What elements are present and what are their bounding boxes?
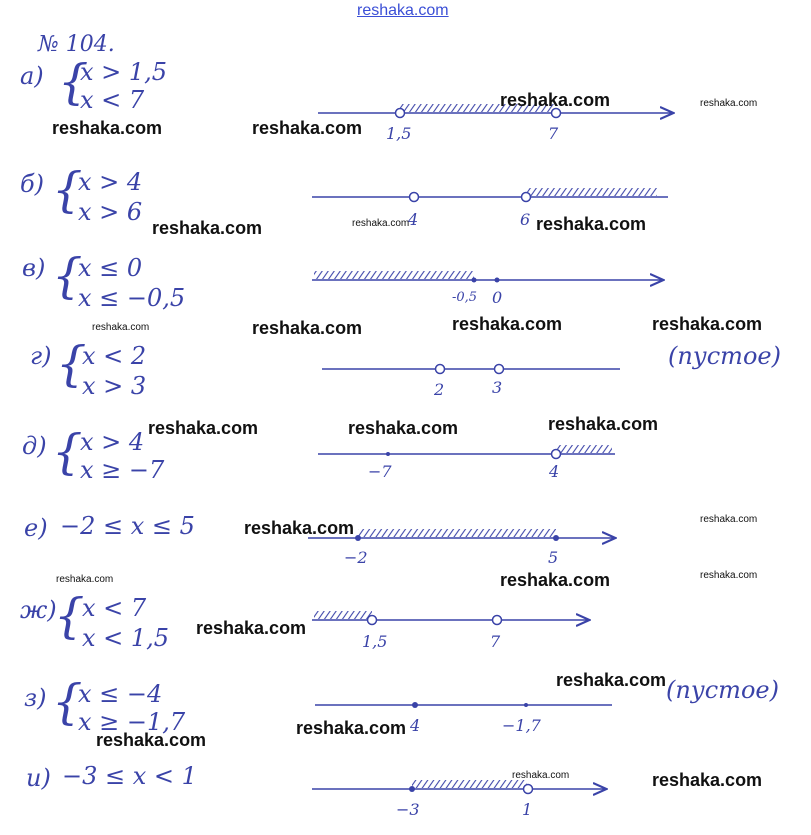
header-site-link[interactable]: reshaka.com [357, 2, 449, 19]
tick-a-1: 1,5 [386, 124, 412, 143]
shaded-interval-b [527, 188, 657, 196]
tick-e-2: 5 [548, 548, 559, 567]
problem-zh-label: ж) [20, 596, 57, 624]
problem-v-label: в) [22, 254, 46, 282]
closed-point-5 [553, 535, 559, 541]
problem-b-brace: { [52, 162, 83, 218]
problem-zh-brace: { [54, 588, 85, 644]
problem-z-line-2: x ≥ −1,7 [78, 708, 186, 736]
open-point-3 [495, 365, 504, 374]
closed-point-minus-4 [412, 702, 418, 708]
tick-z-1: 4 [410, 716, 421, 735]
watermark: reshaka.com [700, 98, 758, 109]
number-line-b [312, 188, 668, 202]
tick-a-2: 7 [548, 124, 559, 143]
problem-i-label: и) [26, 764, 51, 792]
problem-z-line-1: x ≤ −4 [78, 680, 163, 708]
tick-i-1: −3 [396, 800, 420, 819]
open-point-6 [522, 193, 531, 202]
watermark: reshaka.com [196, 618, 307, 638]
open-point-7-zh [493, 616, 502, 625]
shaded-interval-d [557, 445, 612, 453]
number-line-zh [312, 611, 588, 625]
tick-e-1: −2 [344, 548, 368, 567]
problem-d-label: д) [22, 432, 47, 460]
problem-z-label: з) [24, 684, 47, 712]
tick-d-1: −7 [368, 462, 392, 481]
problem-a-line-2: x < 7 [80, 86, 145, 114]
shaded-interval-v [314, 271, 474, 279]
open-point-1 [524, 785, 533, 794]
problem-z-brace: { [52, 674, 83, 730]
problem-d-line-1: x > 4 [80, 428, 145, 456]
problem-a-label: а) [20, 62, 44, 90]
shaded-interval-i [412, 780, 527, 788]
problem-zh-line-2: x < 1,5 [82, 624, 170, 652]
problem-v-line-1: x ≤ 0 [78, 254, 143, 282]
closed-point-minus-0-5 [472, 278, 477, 283]
watermark: reshaka.com [92, 322, 150, 333]
problem-d-brace: { [52, 424, 83, 480]
problem-zh-line-1: x < 7 [82, 594, 147, 622]
watermark: reshaka.com [556, 670, 667, 690]
watermark: reshaka.com [700, 514, 758, 525]
tick-z-2: −1,7 [502, 716, 541, 735]
watermark: reshaka.com [536, 214, 647, 234]
watermark: reshaka.com [244, 518, 355, 538]
problem-z-note: (пустое) [666, 676, 779, 704]
tick-zh-1: 1,5 [362, 632, 388, 651]
closed-point-minus-2 [355, 535, 361, 541]
watermark: reshaka.com [512, 770, 570, 781]
problem-i-line-1: −3 ≤ x < 1 [62, 762, 197, 790]
watermark: reshaka.com [352, 218, 410, 229]
watermark: reshaka.com [252, 318, 363, 338]
problem-g-note: (пустое) [668, 342, 781, 370]
problem-a-line-1: x > 1,5 [80, 58, 168, 86]
problem-e-line-1: −2 ≤ x ≤ 5 [60, 512, 195, 540]
watermark: reshaka.com [500, 90, 611, 110]
problem-b-line-2: x > 6 [78, 198, 143, 226]
watermark: reshaka.com [96, 730, 207, 750]
number-line-i [312, 780, 605, 794]
number-line-a [318, 104, 672, 118]
open-point-2 [436, 365, 445, 374]
watermark: reshaka.com [52, 118, 163, 138]
problem-g-line-2: x > 3 [82, 372, 147, 400]
shaded-interval-e [358, 529, 556, 537]
tick-b-1: 4 [408, 210, 419, 229]
number-line-g [322, 365, 620, 374]
tick-g-2: 3 [492, 378, 503, 397]
open-point-4 [410, 193, 419, 202]
shaded-interval-zh [314, 611, 372, 619]
watermark: reshaka.com [548, 414, 659, 434]
open-point-1-5 [396, 109, 405, 118]
watermark: reshaka.com [152, 218, 263, 238]
watermark: reshaka.com [652, 314, 763, 334]
number-line-z [315, 702, 612, 708]
watermark: reshaka.com [348, 418, 459, 438]
problem-d-line-2: x ≥ −7 [80, 456, 165, 484]
closed-point-minus-1-7 [524, 703, 528, 707]
number-line-d [318, 445, 615, 459]
tick-zh-2: 7 [490, 632, 501, 651]
watermark: reshaka.com [296, 718, 407, 738]
number-line-v [312, 271, 662, 283]
problem-g-line-1: x < 2 [82, 342, 147, 370]
open-point-1-5-zh [368, 616, 377, 625]
watermark: reshaka.com [452, 314, 563, 334]
task-number: № 104. [38, 32, 115, 57]
problem-v-line-2: x ≤ −0,5 [78, 284, 186, 312]
problem-e-label: е) [24, 514, 48, 542]
watermark: reshaka.com [56, 574, 114, 585]
closed-point-minus-3 [409, 786, 415, 792]
tick-b-2: 6 [520, 210, 531, 229]
watermark: reshaka.com [252, 118, 363, 138]
problem-g-brace: { [56, 336, 87, 392]
tick-g-1: 2 [434, 380, 445, 399]
problem-v-brace: { [52, 248, 83, 304]
open-point-4-d [552, 450, 561, 459]
problem-b-line-1: x > 4 [78, 168, 143, 196]
problem-b-label: б) [20, 170, 45, 198]
watermark: reshaka.com [700, 570, 758, 581]
problem-a-brace: { [58, 54, 89, 110]
problem-g-label: г) [30, 342, 52, 370]
watermark: reshaka.com [500, 570, 611, 590]
tick-v-1: -0,5 [452, 290, 478, 305]
watermark: reshaka.com [652, 770, 763, 790]
watermark: reshaka.com [148, 418, 259, 438]
tick-i-2: 1 [522, 800, 533, 819]
tick-v-2: 0 [492, 288, 503, 307]
closed-point-0 [495, 278, 500, 283]
point-minus-7 [386, 452, 390, 456]
tick-d-2: 4 [549, 462, 560, 481]
